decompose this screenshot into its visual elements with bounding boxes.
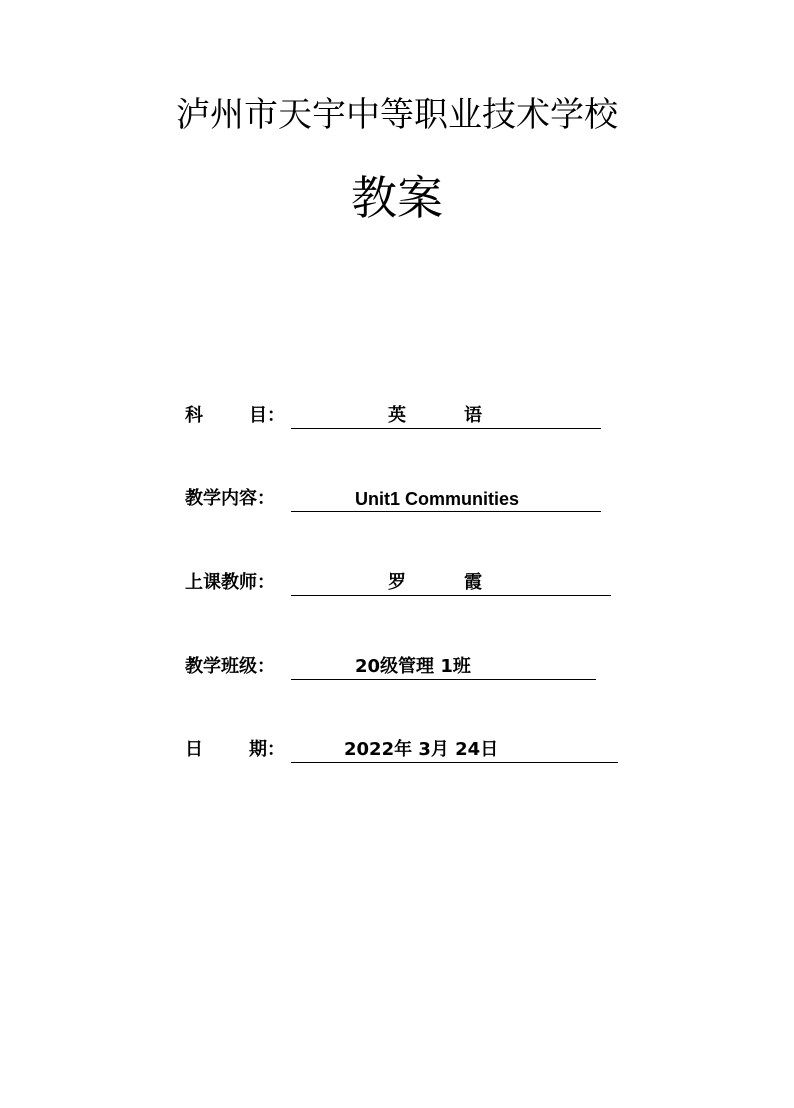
teacher-label: 上课教师： — [185, 572, 275, 593]
teacher-field — [185, 571, 615, 599]
teacher-value-char-1: 罗 — [388, 572, 406, 593]
class-label: 教学班级： — [185, 656, 275, 677]
class-value: 20级管理 1班 — [355, 656, 471, 677]
school-name: 泸州市天宇中等职业技术学校 — [176, 95, 618, 135]
content-value: Unit1 Communities — [355, 489, 520, 509]
subject-value-char-1: 英 — [388, 405, 406, 426]
subject-label-char-1: 科 — [185, 405, 203, 426]
subject-underline — [291, 404, 601, 429]
date-label-char-2: 期： — [249, 739, 285, 760]
content-label: 教学内容： — [185, 488, 275, 509]
subject-value-char-2: 语 — [464, 405, 482, 426]
teacher-underline — [291, 571, 611, 596]
date-field — [185, 738, 625, 766]
date-value: 2022年 3月 24日 — [344, 739, 499, 760]
date-label-char-1: 日 — [185, 739, 203, 760]
class-field — [185, 655, 605, 683]
subject-label-char-2: 目： — [249, 405, 285, 426]
document-title: 教案 — [351, 171, 443, 225]
content-field — [185, 487, 605, 515]
teacher-value-char-2: 霞 — [464, 572, 482, 593]
subject-field — [185, 404, 605, 432]
